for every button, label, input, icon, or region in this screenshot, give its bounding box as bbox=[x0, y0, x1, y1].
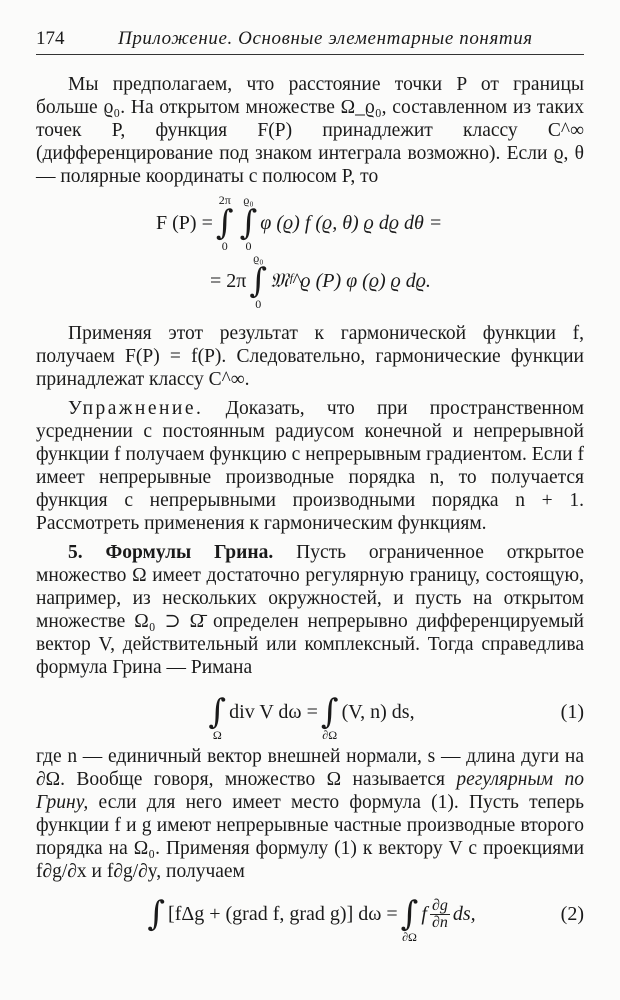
limit-lower: 0 bbox=[245, 239, 252, 253]
term-green-regular: регулярным по Грину, bbox=[36, 769, 584, 813]
eq1-integrand: φ (ϱ) f (ϱ, θ) ϱ dϱ dθ = bbox=[260, 212, 443, 234]
eq1-rhs-integrand: 𝔐ᶠ^ϱ (P) φ (ϱ) ϱ dϱ. bbox=[270, 270, 431, 292]
integral-boundary-2 bbox=[401, 885, 419, 943]
integral-sign: ∫ bbox=[215, 203, 234, 243]
limit-upper: ϱ₀ bbox=[243, 193, 254, 207]
equation-number-2: (2) bbox=[560, 903, 584, 925]
paragraph-exercise bbox=[36, 397, 584, 535]
limit-upper: ϱ₀ bbox=[253, 251, 264, 265]
limit-lower: ∂Ω bbox=[322, 728, 338, 742]
limit-upper: 2π bbox=[218, 193, 231, 207]
running-header bbox=[36, 28, 584, 55]
limit-lower: Ω bbox=[212, 728, 222, 742]
equation-mean-value bbox=[36, 194, 584, 252]
equation-green-riemann bbox=[36, 683, 584, 741]
integral-rho-2 bbox=[249, 252, 267, 310]
eq-green-rhs: (V, n) ds, bbox=[341, 701, 415, 723]
limit-lower: 0 bbox=[221, 239, 228, 253]
equation-green-2 bbox=[36, 885, 584, 943]
fraction-numerator: ∂g bbox=[431, 896, 448, 914]
para3-end: если для него имеет место формула (1). Пусть теперь функции f и g имеют непрерывные частные производные второго порядка на Ω₀. Применяя формулу (1) к вектору V с проекциями f∂g/∂x и f∂g/∂y, получаем bbox=[36, 792, 585, 882]
normal-derivative bbox=[430, 898, 450, 931]
limit-lower: 0 bbox=[255, 297, 262, 311]
integral-boundary bbox=[321, 683, 339, 741]
integral-sign: ∫ bbox=[400, 894, 419, 934]
eq-green-lhs: div V dω = bbox=[229, 701, 318, 723]
paragraph-harmonic: Применяя этот результат к гармонической функции f, получаем F(P) = f(P). Следовательно, гармонические функции принадлежат классу C^∞. bbox=[36, 323, 584, 390]
paragraph-green-section bbox=[36, 541, 584, 679]
integral-sign: ∫ bbox=[147, 894, 166, 934]
eq1-lhs: F (P) = bbox=[156, 212, 213, 234]
fraction-denominator: ∂n bbox=[431, 913, 448, 931]
section-text: Пусть ограниченное открытое множество Ω имеет достаточно регулярную границу, состоящую, например, из нескольких окружностей, и пусть на открытом множестве Ω₀ ⊃ Ω̄ определен непрерывно дифференцируемый вектор V, действительный или комплексный. Тогда справедлива формула Грина — Римана bbox=[36, 542, 585, 678]
eq2-ds: ds, bbox=[452, 903, 476, 925]
section-heading: 5. Формулы Грина. bbox=[68, 542, 274, 563]
paragraph-green-regular bbox=[36, 745, 584, 883]
integral-omega bbox=[208, 683, 226, 741]
integral-sign: ∫ bbox=[249, 261, 268, 301]
eq1-rhs-prefix: = 2π bbox=[210, 270, 247, 292]
integral-sign: ∫ bbox=[320, 692, 339, 732]
integral-lhs bbox=[147, 885, 165, 943]
integral-sign: ∫ bbox=[239, 203, 258, 243]
eq2-f: f bbox=[421, 903, 427, 925]
page-number: 174 bbox=[36, 28, 65, 49]
equation-number-1: (1) bbox=[560, 701, 584, 723]
eq2-lhs: [fΔg + (grad f, grad g)] dω = bbox=[168, 903, 398, 925]
limit-lower: ∂Ω bbox=[402, 930, 417, 944]
running-title: Приложение. Основные элементарные понятия bbox=[118, 28, 533, 49]
equation-mean-value-line2 bbox=[36, 252, 584, 310]
book-page bbox=[36, 28, 584, 943]
paragraph-intro: Мы предполагаем, что расстояние точки P от границы больше ϱ₀. На открытом множестве Ω_ϱ₀, составленном из таких точек P, функция F(P) принадлежит классу C^∞ (дифференцирование под знаком интеграла возможно). Если ϱ, θ — полярные координаты с полюсом P, то bbox=[36, 74, 584, 187]
exercise-text: Доказать, что при пространственном усреднении с постоянным радиусом конечной и непрерывной функции f получаем функцию с непрерывным градиентом. Если f имеет непрерывные производные порядка n, то получается функция с непрерывными производными порядка n + 1. Рассмотреть применения к гармоническим функциям. bbox=[36, 398, 584, 534]
integral-theta bbox=[216, 194, 234, 252]
exercise-label: Упражнение. bbox=[68, 398, 204, 419]
para3-start: где n — единичный вектор внешней нормали, s — длина дуги на ∂Ω. Вообще говоря, множество Ω называется bbox=[36, 746, 584, 790]
integral-sign: ∫ bbox=[208, 692, 227, 732]
integral-rho bbox=[240, 194, 258, 252]
